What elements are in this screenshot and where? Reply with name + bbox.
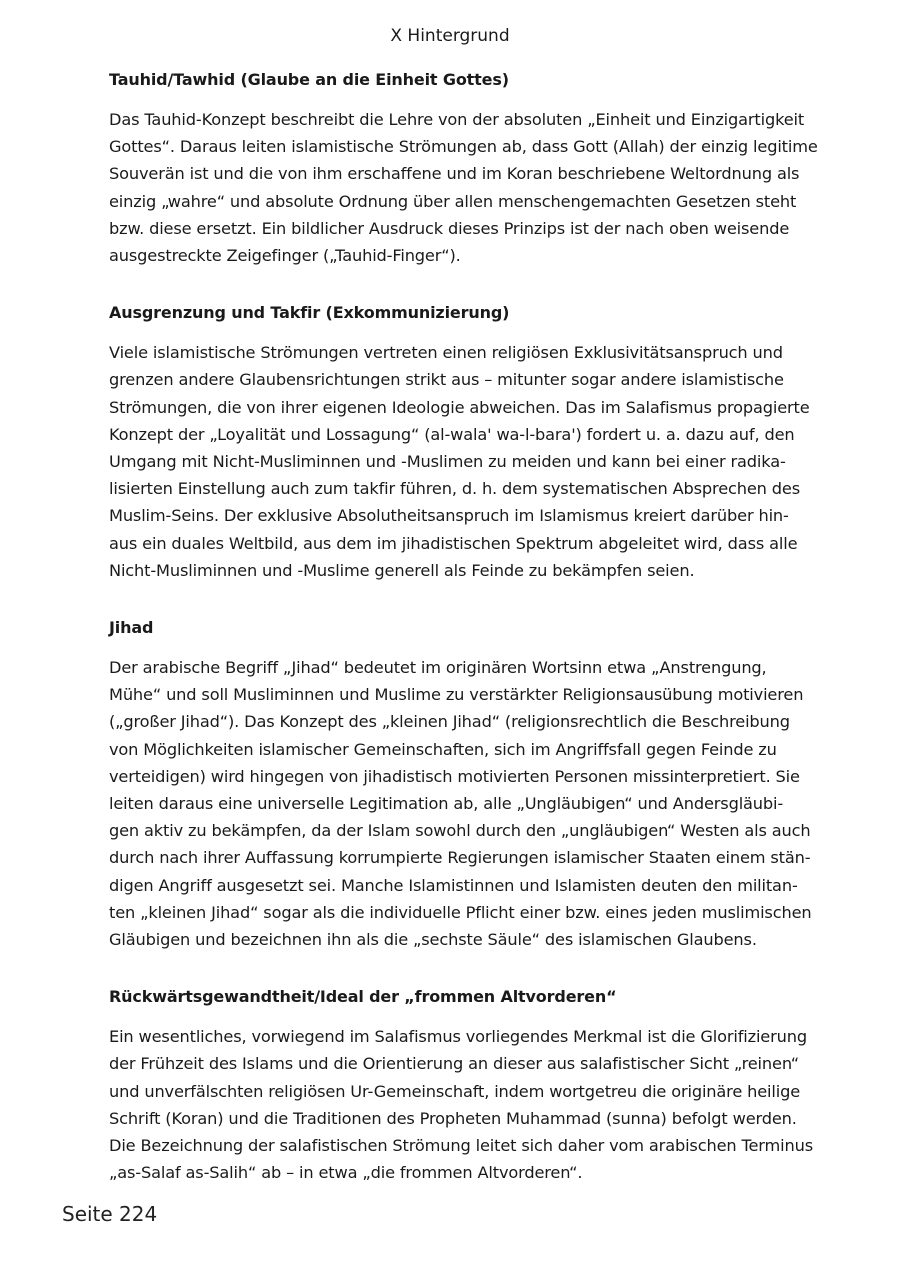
text-line: Viele islamistische Strömungen vertreten einen religiösen Exklusivitätsanspruch und	[109, 343, 783, 363]
section-jihad	[109, 616, 841, 953]
section-paragraph	[109, 339, 841, 584]
section-paragraph	[109, 106, 841, 269]
page-header	[0, 24, 900, 48]
section-heading: Jihad	[109, 618, 154, 638]
chapter-title: X Hintergrund	[390, 26, 510, 46]
text-line: Gläubigen und bezeichnen ihn als die „sechste Säule“ des islamischen Glaubens.	[109, 930, 757, 950]
section-paragraph	[109, 1023, 841, 1186]
text-line: grenzen andere Glaubensrichtungen strikt aus – mitunter sogar andere islamistische	[109, 370, 784, 390]
text-line: durch nach ihrer Auffassung korrumpierte Regierungen islamischer Staaten einem stän-	[109, 848, 811, 868]
section-tauhid	[109, 68, 841, 269]
text-line: Der arabische Begriff „Jihad“ bedeutet im originären Wortsinn etwa „Anstrengung,	[109, 658, 767, 678]
text-line: Die Bezeichnung der salafistischen Strömung leitet sich daher vom arabischen Terminus	[109, 1136, 813, 1156]
text-line: der Frühzeit des Islams und die Orientierung an dieser aus salafistischer Sicht „reinen“	[109, 1054, 799, 1074]
text-line: Strömungen, die von ihrer eigenen Ideologie abweichen. Das im Salafismus propagierte	[109, 397, 810, 417]
section-paragraph	[109, 654, 841, 953]
text-line: Das Tauhid-Konzept beschreibt die Lehre von der absoluten „Einheit und Einzigartigkeit	[109, 110, 805, 129]
text-line: „as-Salaf as-Salih“ ab – in etwa „die frommen Altvorderen“.	[109, 1163, 583, 1183]
section-takfir	[109, 301, 841, 584]
text-line: lisierten Einstellung auch zum takfir führen, d. h. dem systematischen Absprechen des	[109, 479, 800, 499]
section-heading: Rückwärtsgewandtheit/Ideal der „frommen Altvorderen“	[109, 987, 617, 1007]
text-line: Ein wesentliches, vorwiegend im Salafismus vorliegendes Merkmal ist die Glorifizierung	[109, 1027, 807, 1047]
text-line: leiten daraus eine universelle Legitimation ab, alle „Ungläubigen“ und Andersgläubi-	[109, 794, 784, 814]
text-line: („großer Jihad“). Das Konzept des „kleinen Jihad“ (religionsrechtlich die Beschreibung	[109, 712, 790, 732]
text-line: Gottes“. Daraus leiten islamistische Strömungen ab, dass Gott (Allah) der einzig legitime	[109, 137, 818, 157]
text-line: bzw. diese ersetzt. Ein bildlicher Ausdruck dieses Prinzips ist der nach oben weisende	[109, 218, 790, 238]
section-heading: Ausgrenzung und Takfir (Exkommunizierung)	[109, 303, 510, 323]
text-line: aus ein duales Weltbild, aus dem im jihadistischen Spektrum abgeleitet wird, dass alle	[109, 533, 798, 553]
text-line: verteidigen) wird hingegen von jihadistisch motivierten Personen missinterpretiert. Sie	[109, 766, 800, 786]
text-line: ten „kleinen Jihad“ sogar als die individuelle Pflicht einer bzw. eines jeden muslimischen	[109, 902, 812, 922]
text-line: und unverfälschten religiösen Ur-Gemeinschaft, indem wortgetreu die originäre heilige	[109, 1081, 801, 1101]
text-line: Nicht-Musliminnen und -Muslime generell als Feinde zu bekämpfen seien.	[109, 560, 695, 580]
text-line: einzig „wahre“ und absolute Ordnung über allen menschengemachten Gesetzen steht	[109, 191, 797, 211]
text-line: Konzept der „Loyalität und Lossagung“ (al-wala' wa-l-bara') fordert u. a. dazu auf, den	[109, 424, 795, 444]
document-body	[109, 68, 841, 1219]
text-line: von Möglichkeiten islamischer Gemeinschaften, sich im Angriffsfall gegen Feinde zu	[109, 739, 777, 759]
section-altvorderen	[109, 985, 841, 1186]
text-line: Umgang mit Nicht-Musliminnen und -Muslimen zu meiden und kann bei einer radika-	[109, 452, 786, 472]
text-line: digen Angriff ausgesetzt sei. Manche Islamistinnen und Islamisten deuten den militan-	[109, 875, 798, 895]
page-number: Seite 224	[62, 1202, 158, 1226]
text-line: Muslim-Seins. Der exklusive Absolutheitsanspruch im Islamismus kreiert darüber hin-	[109, 506, 789, 526]
section-heading: Tauhid/Tawhid (Glaube an die Einheit Gottes)	[109, 70, 509, 89]
text-line: Schrift (Koran) und die Traditionen des Propheten Muhammad (sunna) befolgt werden.	[109, 1108, 797, 1128]
text-line: ausgestreckte Zeigefinger („Tauhid-Finger“).	[109, 246, 461, 266]
text-line: Mühe“ und soll Musliminnen und Muslime zu verstärkter Religionsausübung motivieren	[109, 685, 804, 705]
text-line: Souverän ist und die von ihm erschaffene und im Koran beschriebene Weltordnung als	[109, 164, 800, 184]
text-line: gen aktiv zu bekämpfen, da der Islam sowohl durch den „ungläubigen“ Westen als auch	[109, 821, 811, 841]
